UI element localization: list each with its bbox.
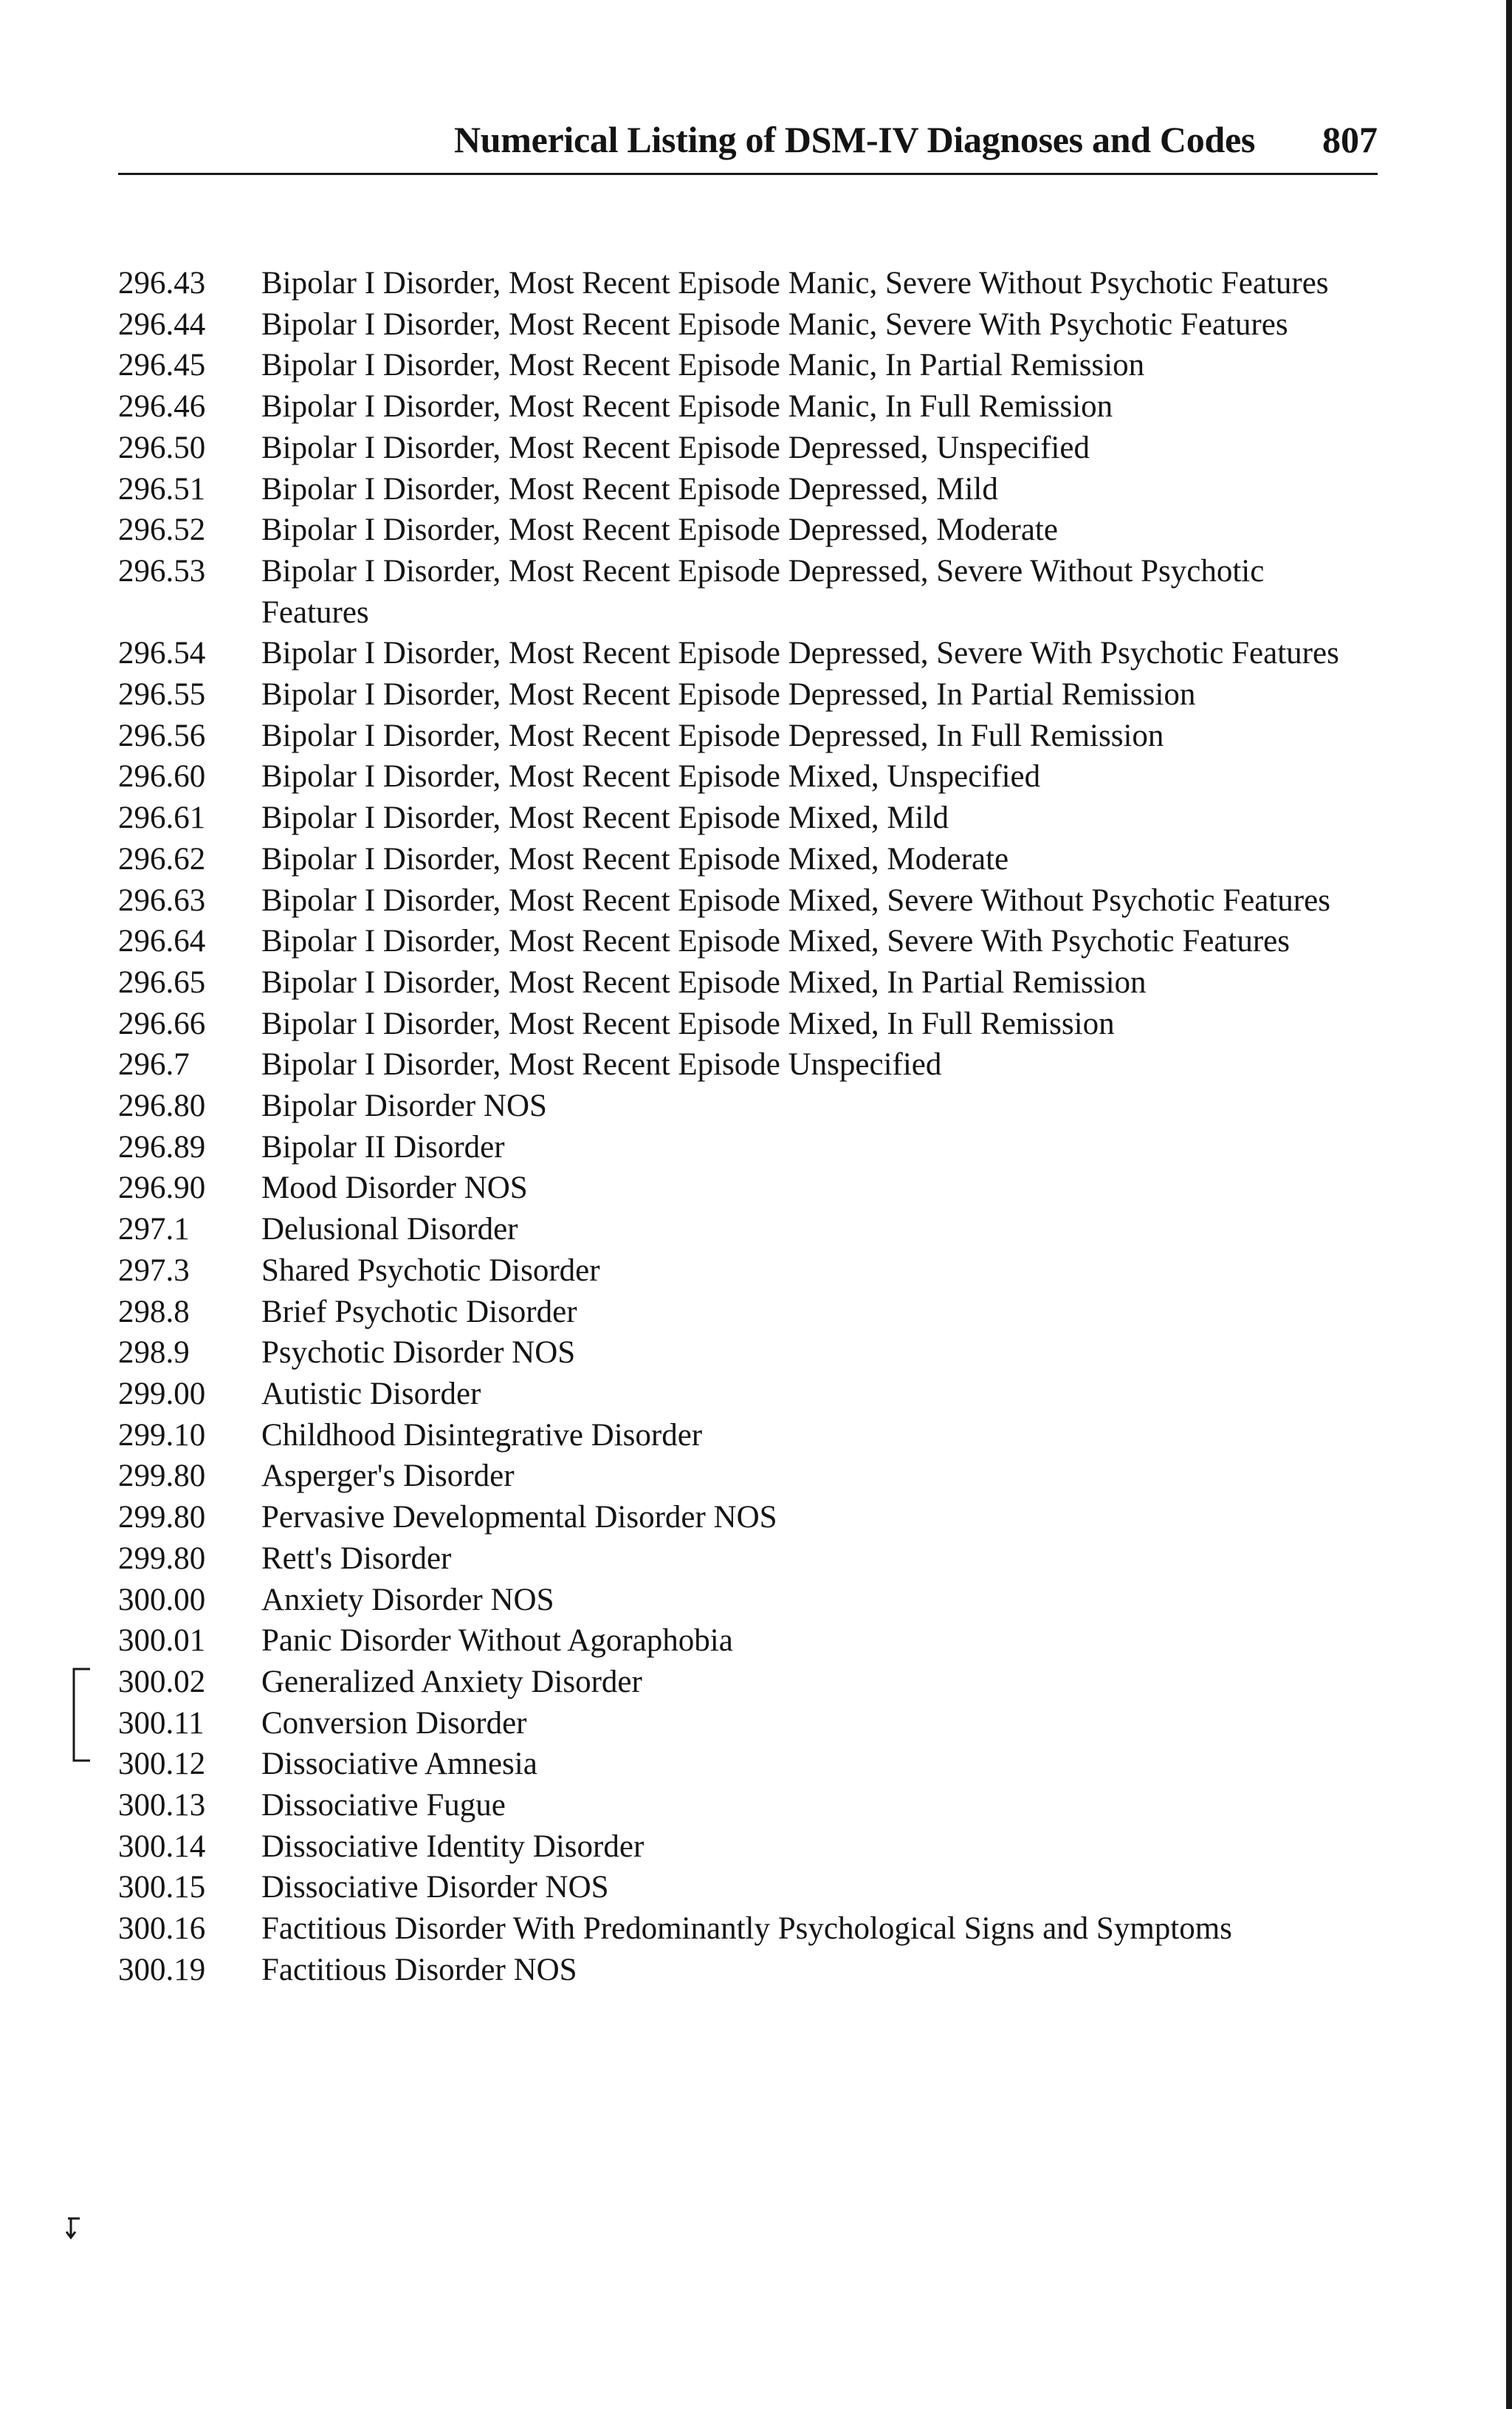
diagnosis-code: 296.44 bbox=[118, 306, 206, 342]
listing-entry bbox=[0, 1620, 1512, 1662]
listing-entry bbox=[0, 510, 1512, 551]
listing-entry bbox=[0, 798, 1512, 839]
diagnosis-code: 297.1 bbox=[118, 1212, 190, 1247]
diagnosis-code: 300.11 bbox=[118, 1705, 205, 1741]
diagnosis-code: 296.65 bbox=[118, 964, 206, 1000]
diagnosis-code: 296.62 bbox=[118, 841, 206, 877]
diagnosis-description: Bipolar I Disorder, Most Recent Episode Mixed, Severe With Psychotic Features bbox=[261, 924, 1290, 959]
diagnosis-description: Conversion Disorder bbox=[261, 1705, 527, 1741]
listing-entry bbox=[0, 1415, 1512, 1456]
diagnosis-description: Bipolar I Disorder, Most Recent Episode Manic, Severe With Psychotic Features bbox=[261, 306, 1288, 342]
diagnosis-description: Bipolar I Disorder, Most Recent Episode Depressed, In Full Remission bbox=[261, 718, 1164, 753]
diagnosis-code: 296.52 bbox=[118, 513, 206, 548]
diagnosis-description: Bipolar II Disorder bbox=[261, 1129, 505, 1165]
diagnosis-description: Bipolar I Disorder, Most Recent Episode Manic, In Partial Remission bbox=[261, 348, 1145, 383]
listing-entry bbox=[0, 1332, 1512, 1374]
diagnosis-description: Bipolar I Disorder, Most Recent Episode Manic, Severe Without Psychotic Features bbox=[261, 266, 1329, 301]
listing-entry bbox=[0, 1127, 1512, 1168]
listing-entry bbox=[0, 880, 1512, 922]
diagnosis-description: Pervasive Developmental Disorder NOS bbox=[261, 1500, 777, 1535]
listing-entry bbox=[0, 304, 1512, 346]
diagnosis-code: 300.00 bbox=[118, 1582, 206, 1617]
diagnosis-description: Factitious Disorder NOS bbox=[261, 1952, 577, 1987]
diagnosis-description: Brief Psychotic Disorder bbox=[261, 1294, 577, 1329]
listing-entry bbox=[0, 345, 1512, 386]
diagnosis-code: 296.60 bbox=[118, 759, 206, 795]
listing-entry bbox=[0, 1168, 1512, 1209]
diagnosis-code: 300.13 bbox=[118, 1788, 206, 1823]
diagnosis-description: Factitious Disorder With Predominantly Psychological Signs and Symptoms bbox=[261, 1911, 1232, 1947]
diagnosis-code: 296.55 bbox=[118, 677, 206, 713]
diagnosis-description: Dissociative Disorder NOS bbox=[261, 1870, 609, 1905]
diagnosis-description: Bipolar I Disorder, Most Recent Episode Depressed, In Partial Remission bbox=[261, 677, 1196, 713]
diagnosis-code: 300.12 bbox=[118, 1747, 206, 1782]
diagnosis-description: Delusional Disorder bbox=[261, 1212, 518, 1247]
listing-entry bbox=[0, 1086, 1512, 1127]
listing-entry bbox=[0, 1908, 1512, 1950]
diagnosis-description: Dissociative Identity Disorder bbox=[261, 1829, 645, 1864]
diagnosis-description: Psychotic Disorder NOS bbox=[261, 1335, 576, 1371]
diagnosis-description: Rett's Disorder bbox=[261, 1541, 452, 1576]
diagnosis-code-listing bbox=[0, 263, 1512, 1991]
diagnosis-code: 296.7 bbox=[118, 1047, 190, 1083]
diagnosis-description: Shared Psychotic Disorder bbox=[261, 1253, 600, 1288]
listing-entry bbox=[0, 1826, 1512, 1868]
listing-entry bbox=[0, 1785, 1512, 1826]
diagnosis-code: 296.80 bbox=[118, 1089, 206, 1124]
diagnosis-description: Autistic Disorder bbox=[261, 1376, 481, 1411]
diagnosis-description: Bipolar I Disorder, Most Recent Episode Depressed, Severe Without Psychotic Features bbox=[261, 553, 1265, 630]
diagnosis-description: Generalized Anxiety Disorder bbox=[261, 1664, 642, 1699]
listing-entry bbox=[0, 633, 1512, 674]
diagnosis-code: 299.10 bbox=[118, 1417, 206, 1453]
diagnosis-code: 299.00 bbox=[118, 1376, 206, 1411]
diagnosis-code: 298.9 bbox=[118, 1335, 190, 1371]
listing-entry bbox=[0, 1538, 1512, 1580]
diagnosis-description: Asperger's Disorder bbox=[261, 1459, 515, 1494]
listing-entry bbox=[0, 839, 1512, 880]
diagnosis-description: Anxiety Disorder NOS bbox=[261, 1582, 554, 1617]
listing-entry bbox=[0, 1250, 1512, 1292]
diagnosis-description: Bipolar I Disorder, Most Recent Episode Mixed, Unspecified bbox=[261, 759, 1041, 795]
listing-entry bbox=[0, 1374, 1512, 1415]
diagnosis-description: Dissociative Amnesia bbox=[261, 1747, 537, 1782]
listing-entry bbox=[0, 674, 1512, 716]
listing-entry bbox=[0, 1004, 1512, 1045]
diagnosis-code: 296.53 bbox=[118, 553, 206, 589]
running-head-title: Numerical Listing of DSM-IV Diagnoses and Codes bbox=[453, 119, 1255, 160]
diagnosis-description: Mood Disorder NOS bbox=[261, 1171, 528, 1206]
listing-entry bbox=[0, 756, 1512, 798]
diagnosis-code: 300.19 bbox=[118, 1952, 206, 1987]
diagnosis-code: 296.89 bbox=[118, 1129, 206, 1165]
diagnosis-description: Bipolar I Disorder, Most Recent Episode Manic, In Full Remission bbox=[261, 389, 1113, 425]
listing-entry bbox=[0, 263, 1512, 304]
diagnosis-description: Bipolar I Disorder, Most Recent Episode Unspecified bbox=[261, 1047, 942, 1083]
diagnosis-code: 296.50 bbox=[118, 430, 206, 465]
diagnosis-code: 296.51 bbox=[118, 471, 206, 507]
diagnosis-description: Bipolar I Disorder, Most Recent Episode Depressed, Mild bbox=[261, 471, 998, 507]
listing-entry bbox=[0, 386, 1512, 428]
diagnosis-code: 296.61 bbox=[118, 801, 206, 836]
diagnosis-description: Bipolar I Disorder, Most Recent Episode Mixed, Severe Without Psychotic Features bbox=[261, 883, 1330, 918]
listing-entry bbox=[0, 1662, 1512, 1703]
diagnosis-description: Panic Disorder Without Agoraphobia bbox=[261, 1623, 733, 1659]
diagnosis-code: 296.90 bbox=[118, 1171, 206, 1206]
diagnosis-code: 300.15 bbox=[118, 1870, 206, 1905]
diagnosis-code: 296.45 bbox=[118, 348, 206, 383]
diagnosis-code: 298.8 bbox=[118, 1294, 190, 1329]
diagnosis-description: Bipolar I Disorder, Most Recent Episode Mixed, In Full Remission bbox=[261, 1006, 1115, 1041]
listing-entry bbox=[0, 1703, 1512, 1744]
diagnosis-code: 296.66 bbox=[118, 1006, 206, 1041]
listing-entry bbox=[0, 1867, 1512, 1908]
page-number: 807 bbox=[1322, 119, 1378, 160]
listing-entry bbox=[0, 716, 1512, 757]
listing-entry bbox=[0, 1497, 1512, 1538]
diagnosis-code: 296.46 bbox=[118, 389, 206, 425]
diagnosis-description: Bipolar I Disorder, Most Recent Episode Depressed, Unspecified bbox=[261, 430, 1090, 465]
listing-entry bbox=[0, 1044, 1512, 1086]
listing-entry bbox=[0, 1580, 1512, 1621]
listing-entry bbox=[0, 962, 1512, 1004]
diagnosis-code: 296.54 bbox=[118, 636, 206, 671]
listing-entry bbox=[0, 1744, 1512, 1785]
diagnosis-description: Bipolar I Disorder, Most Recent Episode Mixed, In Partial Remission bbox=[261, 964, 1147, 1000]
listing-entry bbox=[0, 921, 1512, 962]
diagnosis-description: Childhood Disintegrative Disorder bbox=[261, 1417, 703, 1453]
listing-entry bbox=[0, 1456, 1512, 1497]
diagnosis-code: 296.56 bbox=[118, 718, 206, 753]
listing-entry bbox=[0, 1950, 1512, 1991]
diagnosis-description: Bipolar I Disorder, Most Recent Episode Mixed, Moderate bbox=[261, 841, 1009, 877]
listing-entry bbox=[0, 1209, 1512, 1250]
listing-entry bbox=[0, 551, 1512, 633]
listing-entry bbox=[0, 428, 1512, 469]
listing-entry bbox=[0, 469, 1512, 510]
diagnosis-description: Bipolar I Disorder, Most Recent Episode Depressed, Severe With Psychotic Features bbox=[261, 636, 1339, 671]
diagnosis-description: Dissociative Fugue bbox=[261, 1788, 506, 1823]
diagnosis-code: 299.80 bbox=[118, 1459, 206, 1494]
diagnosis-code: 299.80 bbox=[118, 1541, 206, 1576]
diagnosis-code: 296.64 bbox=[118, 924, 206, 959]
arrow-marker-icon bbox=[63, 2204, 100, 2241]
bracket-mark bbox=[61, 1666, 97, 1764]
diagnosis-description: Bipolar I Disorder, Most Recent Episode Depressed, Moderate bbox=[261, 513, 1058, 548]
diagnosis-code: 300.14 bbox=[118, 1829, 206, 1864]
running-header bbox=[118, 105, 1378, 175]
diagnosis-code: 296.43 bbox=[118, 266, 206, 301]
diagnosis-description: Bipolar I Disorder, Most Recent Episode Mixed, Mild bbox=[261, 801, 949, 836]
diagnosis-code: 300.02 bbox=[118, 1664, 206, 1699]
listing-entry bbox=[0, 1292, 1512, 1333]
diagnosis-code: 299.80 bbox=[118, 1500, 206, 1535]
diagnosis-code: 297.3 bbox=[118, 1253, 190, 1288]
diagnosis-code: 296.63 bbox=[118, 883, 206, 918]
diagnosis-code: 300.01 bbox=[118, 1623, 206, 1659]
diagnosis-code: 300.16 bbox=[118, 1911, 206, 1947]
diagnosis-description: Bipolar Disorder NOS bbox=[261, 1089, 547, 1124]
